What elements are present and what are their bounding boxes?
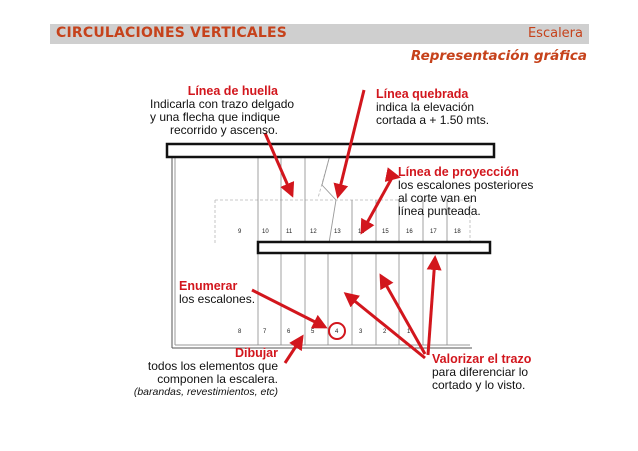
annotation-line: los escalones. [179, 292, 256, 306]
step-number: 8 [238, 329, 242, 335]
step-number: 7 [263, 329, 267, 335]
step-number: 10 [262, 229, 269, 235]
annotation-title: Línea de huella [187, 84, 278, 98]
annotation-line: al corte van en [398, 191, 477, 205]
step-number: 4 [335, 329, 339, 335]
annotation-line: indica la elevación [376, 100, 475, 114]
annotation-line: cortada a + 1.50 mts. [376, 113, 490, 127]
section-title: CIRCULACIONES VERTICALES [56, 25, 288, 41]
annotation-valorizar [432, 353, 531, 392]
annotation-line: y una flecha que indique [150, 110, 281, 124]
step-number: 17 [430, 229, 437, 235]
step-number: 16 [406, 229, 413, 235]
arrow-dibujar [285, 337, 302, 363]
annotation-title: Línea de proyección [398, 165, 519, 179]
middle-handrail [258, 242, 490, 253]
step-number: 9 [238, 229, 242, 235]
step-number: 5 [311, 329, 315, 335]
annotation-line: los escalones posteriores [398, 178, 534, 192]
annotation-proyeccion [398, 166, 533, 218]
annotation-title: Enumerar [179, 279, 238, 293]
step-number: 2 [383, 329, 387, 335]
top-handrail [167, 144, 494, 157]
upper-step-numbers [238, 229, 461, 235]
step-number: 6 [287, 329, 291, 335]
annotation-enumerar [179, 280, 255, 306]
step-number: 14 [358, 229, 365, 235]
annotation-arrows [252, 90, 435, 363]
arrow-valorizar-2 [381, 276, 425, 354]
step-number: 11 [286, 229, 293, 235]
annotation-huella [150, 84, 295, 137]
step-number: 18 [454, 229, 461, 235]
annotation-line: todos los elementos que [147, 359, 278, 373]
annotation-line: componen la escalera. [157, 372, 278, 386]
annotation-line: para diferenciar lo [432, 365, 529, 379]
page-subtitle: Representación gráfica [410, 48, 587, 64]
topic-label: Escalera [527, 26, 583, 41]
arrow-valorizar-1 [428, 258, 435, 355]
step-number: 13 [334, 229, 341, 235]
arrow-proyeccion-1 [362, 176, 393, 232]
annotation-line: línea punteada. [398, 204, 481, 218]
step-number: 12 [310, 229, 317, 235]
annotation-line: Indicarla con trazo delgado [150, 97, 295, 111]
arrow-enumerar [252, 290, 325, 327]
annotation-note: (barandas, revestimientos, etc) [133, 386, 278, 398]
annotation-line: recorrido y ascenso. [169, 123, 278, 137]
annotation-quebrada [376, 88, 489, 127]
step-number: 15 [382, 229, 389, 235]
annotation-dibujar [128, 347, 278, 399]
arrow-huella [265, 133, 292, 195]
annotation-line: cortado y lo visto. [432, 378, 526, 392]
annotation-title: Valorizar el trazo [432, 352, 532, 366]
annotation-title: Línea quebrada [376, 87, 469, 101]
step-number: 3 [359, 329, 363, 335]
annotation-title: Dibujar [234, 346, 278, 360]
step-number: 1 [407, 329, 411, 335]
lower-step-numbers [238, 329, 411, 335]
